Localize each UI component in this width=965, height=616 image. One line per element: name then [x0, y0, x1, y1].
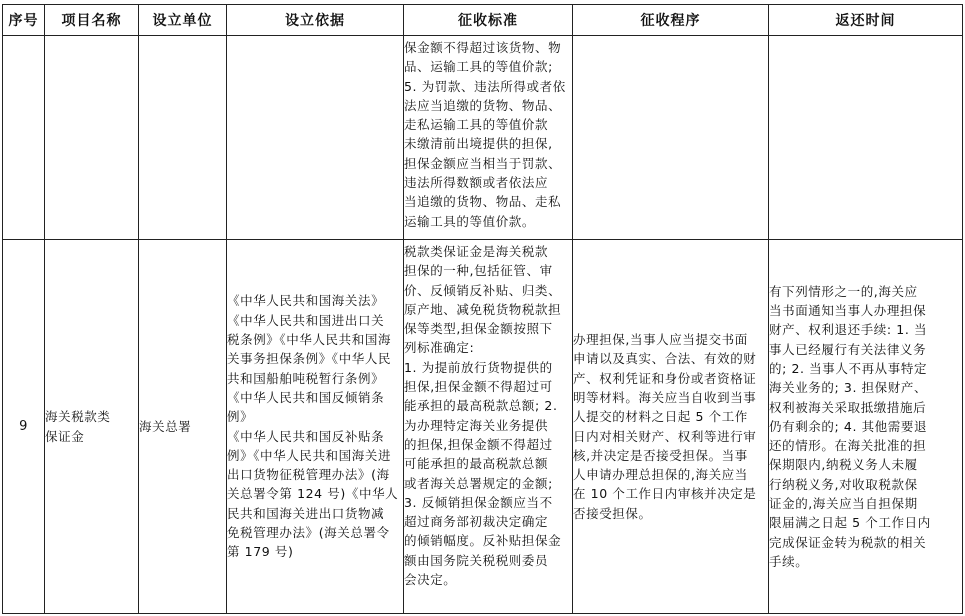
header-basis: 设立依据	[227, 5, 404, 36]
row2-procedure: 办理担保,当事人应当提交书面 申请以及真实、合法、有效的财 产、权利凭证和身份或者资格证 明等材料。海关应当自收到当事 人提交的材料之日起 5 个工作 日内对相关财产、权利等进行审 核,并决定是否接受担保。当事 人申请办理总担保的,海关应当 在 10 个工作日内审核并决定是 否接受担保。	[573, 240, 769, 614]
header-standard: 征收标准	[404, 5, 573, 36]
row2-standard: 税款类保证金是海关税款 担保的一种,包括征管、审 价、反倾销反补贴、归类、 原产地、减免税货物税款担 保等类型,担保金额按照下 列标准确定: 1. 为提前放行货物提供的 担保,担保金额不得超过可 能承担的最高税款总额; 2. 为办理特定海关业务提供 的担保,担保金额不得超过 可能承担的最高税款总额 或者海关总署规定的金额; 3. 反倾销担保金额应当不 超过商务部初裁决定确定 的倾销幅度。反补贴担保金 额由国务院关税税则委员 会决定。	[404, 240, 573, 614]
row1-name	[45, 36, 139, 240]
row1-return-time	[769, 36, 963, 240]
fee-table	[2, 4, 963, 614]
header-return-time: 返还时间	[769, 5, 963, 36]
row1-procedure	[573, 36, 769, 240]
header-procedure: 征收程序	[573, 5, 769, 36]
header-name: 项目名称	[45, 5, 139, 36]
row2-basis: 《中华人民共和国海关法》 《中华人民共和国进出口关 税条例》《中华人民共和国海 关事务担保条例》《中华人民 共和国船舶吨税暂行条例》 《中华人民共和国反倾销条 例》 《中华人民共和国反补贴条 例》《中华人民共和国海关进 出口货物征税管理办法》(海 关总署令第 124 号)《中华人 民共和国海关进出口货物减 免税管理办法》(海关总署令 第 179 号)	[227, 240, 404, 614]
header-unit: 设立单位	[139, 5, 227, 36]
row2-name: 海关税款类 保证金	[45, 240, 139, 614]
row1-seq	[3, 36, 45, 240]
row1-basis	[227, 36, 404, 240]
header-seq: 序号	[3, 5, 45, 36]
header-row	[3, 5, 963, 36]
table-row	[3, 36, 963, 240]
row1-unit	[139, 36, 227, 240]
row2-seq: 9	[3, 240, 45, 614]
row2-unit: 海关总署	[139, 240, 227, 614]
row1-standard: 保金额不得超过该货物、物 品、运输工具的等值价款; 5. 为罚款、违法所得或者依 法应当追缴的货物、物品、 走私运输工具的等值价款 未缴清前出境提供的担保, 担保金额应当相当于罚款、 违法所得数额或者依法应 当追缴的货物、物品、走私 运输工具的等值价款。	[404, 36, 573, 240]
table-row	[3, 240, 963, 614]
row2-return-time: 有下列情形之一的,海关应 当书面通知当事人办理担保 财产、权利退还手续: 1. 当 事人已经履行有关法律义务 的; 2. 当事人不再从事特定 海关业务的; 3. 担保财产、 权利被海关采取抵缴措施后 仍有剩余的; 4. 其他需要退 还的情形。在海关批准的担 保期限内,纳税义务人未履 行纳税义务,对收取税款保 证金的,海关应当自担保期 限届满之日起 5 个工作日内 完成保证金转为税款的相关 手续。	[769, 240, 963, 614]
